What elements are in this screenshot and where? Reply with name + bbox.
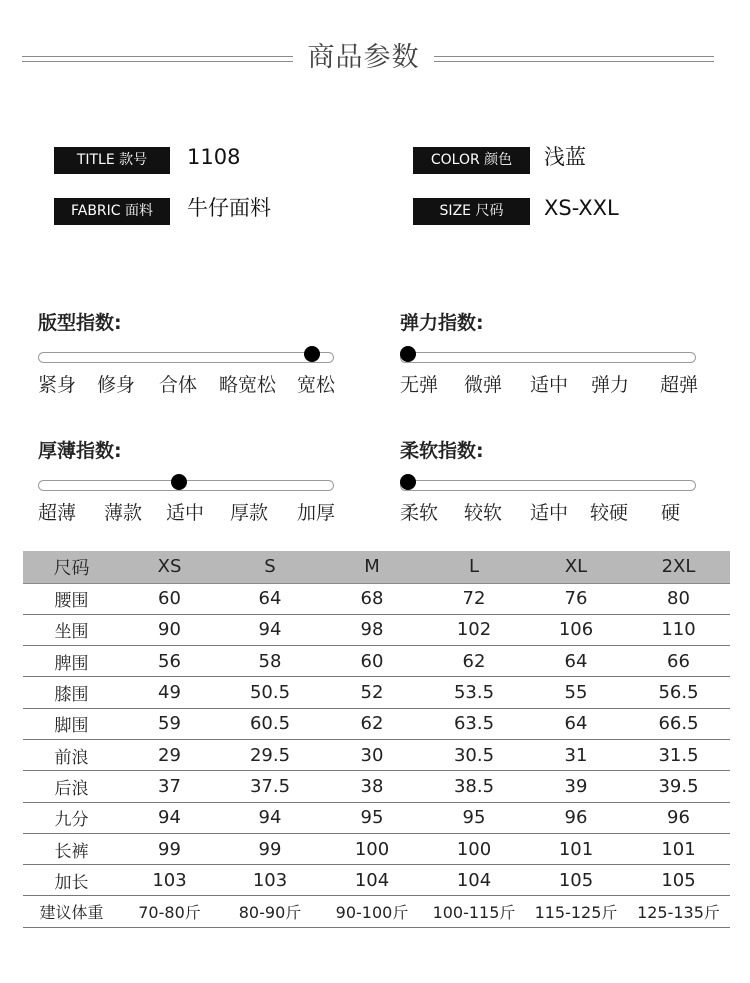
table-row-header: 脾围 xyxy=(23,646,120,677)
table-cell: 30.5 xyxy=(423,739,525,770)
table-cell: 103 xyxy=(120,865,219,896)
table-row-header: 建议体重 xyxy=(23,896,120,927)
softness-index xyxy=(400,436,700,526)
thickness-option: 适中 xyxy=(166,502,205,524)
table-cell: 96 xyxy=(627,802,730,833)
size-table xyxy=(23,551,730,928)
table-cell: 80-90斤 xyxy=(219,896,321,927)
table-cell: 56.5 xyxy=(627,677,730,708)
size-table-header: XL xyxy=(525,551,627,583)
table-cell: 29.5 xyxy=(219,739,321,770)
table-cell: 101 xyxy=(627,833,730,864)
elastic-option: 超弹 xyxy=(660,374,699,396)
elastic-index-title: 弹力指数: xyxy=(400,312,484,334)
table-cell: 60 xyxy=(120,583,219,614)
table-cell: 101 xyxy=(525,833,627,864)
table-row-header: 脚围 xyxy=(23,708,120,739)
fit-option: 略宽松 xyxy=(219,374,277,396)
color-value: 浅蓝 xyxy=(544,145,586,169)
table-cell: 98 xyxy=(321,614,423,645)
table-cell: 104 xyxy=(423,865,525,896)
table-cell: 58 xyxy=(219,646,321,677)
fit-options xyxy=(38,370,348,396)
table-row-header: 九分 xyxy=(23,802,120,833)
table-cell: 30 xyxy=(321,739,423,770)
table-row xyxy=(23,708,730,739)
thickness-option: 薄款 xyxy=(104,502,143,524)
size-table-header-row xyxy=(23,551,730,583)
softness-option: 硬 xyxy=(661,502,681,524)
size-value: XS-XXL xyxy=(544,196,619,220)
table-row-header: 坐围 xyxy=(23,614,120,645)
table-cell: 62 xyxy=(423,646,525,677)
table-cell: 62 xyxy=(321,708,423,739)
thickness-index-title: 厚薄指数: xyxy=(38,440,122,462)
table-cell: 64 xyxy=(525,646,627,677)
table-cell: 59 xyxy=(120,708,219,739)
softness-option: 较软 xyxy=(464,502,503,524)
fit-index-title: 版型指数: xyxy=(38,312,122,334)
info-title-row xyxy=(54,147,354,177)
table-cell: 90-100斤 xyxy=(321,896,423,927)
softness-index-title: 柔软指数: xyxy=(400,440,484,462)
size-label: SIZE 尺码 xyxy=(413,198,530,225)
table-cell: 102 xyxy=(423,614,525,645)
table-row xyxy=(23,771,730,802)
table-cell: 37.5 xyxy=(219,771,321,802)
fit-option: 紧身 xyxy=(38,374,77,396)
elastic-option: 微弹 xyxy=(464,374,503,396)
fit-slider-track xyxy=(38,352,334,363)
table-cell: 68 xyxy=(321,583,423,614)
table-cell: 63.5 xyxy=(423,708,525,739)
table-cell: 95 xyxy=(423,802,525,833)
table-cell: 100 xyxy=(321,833,423,864)
fabric-label: FABRIC 面料 xyxy=(54,198,170,225)
table-cell: 100 xyxy=(423,833,525,864)
elastic-option: 适中 xyxy=(530,374,569,396)
table-cell: 94 xyxy=(120,802,219,833)
size-table-header: XS xyxy=(120,551,219,583)
table-cell: 56 xyxy=(120,646,219,677)
table-cell: 106 xyxy=(525,614,627,645)
softness-option: 柔软 xyxy=(400,502,439,524)
table-row-header: 膝围 xyxy=(23,677,120,708)
elastic-slider-track xyxy=(400,352,696,363)
table-cell: 110 xyxy=(627,614,730,645)
table-cell: 76 xyxy=(525,583,627,614)
heading-rule-left xyxy=(22,56,293,62)
table-cell: 99 xyxy=(219,833,321,864)
table-cell: 50.5 xyxy=(219,677,321,708)
table-row-header: 腰围 xyxy=(23,583,120,614)
table-cell: 94 xyxy=(219,802,321,833)
heading-rule-right xyxy=(434,56,714,62)
table-cell: 38 xyxy=(321,771,423,802)
size-table-header: 尺码 xyxy=(23,551,120,583)
table-cell: 64 xyxy=(219,583,321,614)
table-cell: 37 xyxy=(120,771,219,802)
table-row xyxy=(23,865,730,896)
elastic-option: 弹力 xyxy=(591,374,630,396)
table-cell: 31 xyxy=(525,739,627,770)
info-fabric-row xyxy=(54,198,354,228)
table-row-header: 长裤 xyxy=(23,833,120,864)
elastic-index xyxy=(400,308,700,398)
table-cell: 38.5 xyxy=(423,771,525,802)
table-cell: 105 xyxy=(627,865,730,896)
thickness-option: 加厚 xyxy=(297,502,336,524)
table-cell: 103 xyxy=(219,865,321,896)
table-cell: 64 xyxy=(525,708,627,739)
table-cell: 96 xyxy=(525,802,627,833)
table-cell: 60.5 xyxy=(219,708,321,739)
elastic-option: 无弹 xyxy=(400,374,439,396)
table-cell: 55 xyxy=(525,677,627,708)
table-row xyxy=(23,583,730,614)
table-cell: 94 xyxy=(219,614,321,645)
elastic-options xyxy=(400,370,710,396)
softness-option: 较硬 xyxy=(590,502,629,524)
table-cell: 70-80斤 xyxy=(120,896,219,927)
table-row xyxy=(23,833,730,864)
elastic-slider-knob xyxy=(400,346,416,362)
softness-option: 适中 xyxy=(530,502,569,524)
table-cell: 104 xyxy=(321,865,423,896)
info-color-row xyxy=(413,147,713,177)
thickness-index xyxy=(38,436,338,526)
table-cell: 115-125斤 xyxy=(525,896,627,927)
table-cell: 49 xyxy=(120,677,219,708)
table-cell: 39.5 xyxy=(627,771,730,802)
page-title: 商品参数 xyxy=(307,42,420,73)
size-table-header: S xyxy=(219,551,321,583)
table-cell: 72 xyxy=(423,583,525,614)
table-row-header: 加长 xyxy=(23,865,120,896)
table-cell: 31.5 xyxy=(627,739,730,770)
size-table-header: L xyxy=(423,551,525,583)
table-row xyxy=(23,802,730,833)
table-cell: 105 xyxy=(525,865,627,896)
softness-slider-track xyxy=(400,480,696,491)
table-row xyxy=(23,896,730,927)
table-row xyxy=(23,739,730,770)
title-value: 1108 xyxy=(187,145,241,169)
table-cell: 125-135斤 xyxy=(627,896,730,927)
fit-option: 合体 xyxy=(159,374,198,396)
fit-index xyxy=(38,308,338,398)
table-cell: 80 xyxy=(627,583,730,614)
table-row-header: 前浪 xyxy=(23,739,120,770)
table-row xyxy=(23,614,730,645)
thickness-options xyxy=(38,498,348,524)
fabric-value: 牛仔面料 xyxy=(187,196,271,220)
table-cell: 66.5 xyxy=(627,708,730,739)
table-cell: 95 xyxy=(321,802,423,833)
table-cell: 52 xyxy=(321,677,423,708)
size-table-header: 2XL xyxy=(627,551,730,583)
table-row xyxy=(23,677,730,708)
table-cell: 60 xyxy=(321,646,423,677)
fit-slider-knob xyxy=(304,346,320,362)
table-cell: 66 xyxy=(627,646,730,677)
thickness-option: 厚款 xyxy=(230,502,269,524)
section-heading xyxy=(0,38,750,78)
fit-option: 宽松 xyxy=(297,374,336,396)
color-label: COLOR 颜色 xyxy=(413,147,530,174)
table-row-header: 后浪 xyxy=(23,771,120,802)
table-cell: 100-115斤 xyxy=(423,896,525,927)
title-label: TITLE 款号 xyxy=(54,147,170,174)
table-cell: 53.5 xyxy=(423,677,525,708)
size-table-header: M xyxy=(321,551,423,583)
table-cell: 90 xyxy=(120,614,219,645)
fit-option: 修身 xyxy=(97,374,136,396)
table-cell: 29 xyxy=(120,739,219,770)
thickness-option: 超薄 xyxy=(38,502,77,524)
softness-slider-knob xyxy=(400,474,416,490)
table-cell: 39 xyxy=(525,771,627,802)
table-cell: 99 xyxy=(120,833,219,864)
table-row xyxy=(23,646,730,677)
thickness-slider-knob xyxy=(171,474,187,490)
info-size-row xyxy=(413,198,713,228)
softness-options xyxy=(400,498,710,524)
